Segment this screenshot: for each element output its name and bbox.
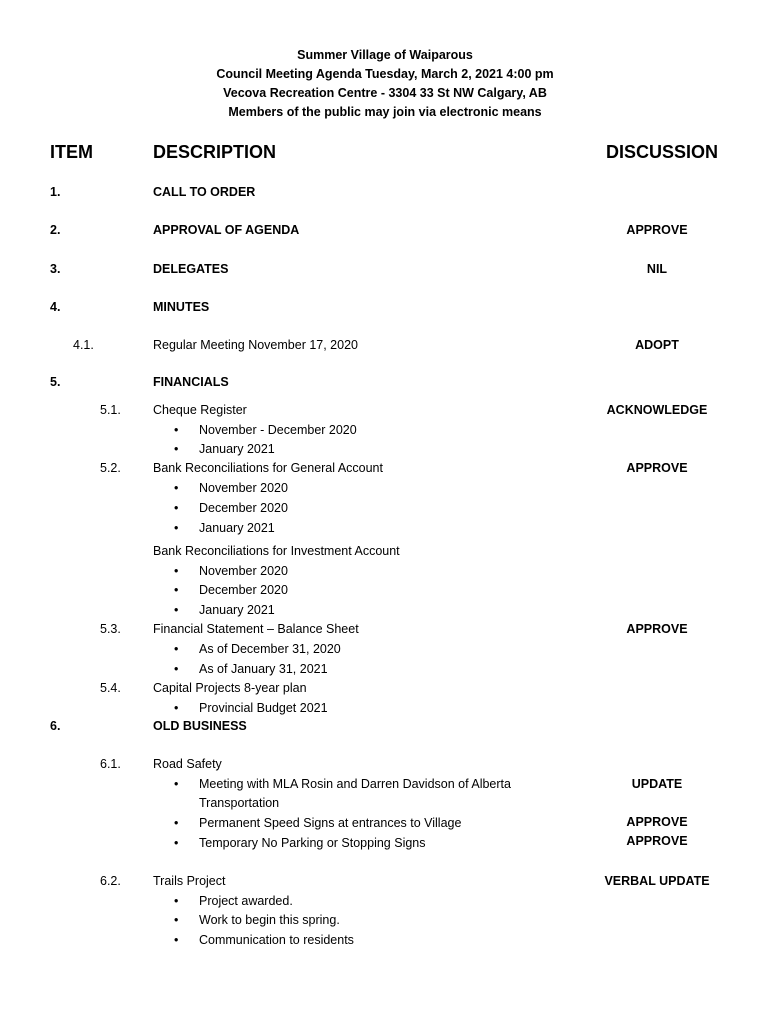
item-number: 5. bbox=[50, 375, 61, 389]
item-description: APPROVAL OF AGENDA bbox=[153, 223, 300, 237]
item-action: APPROVE bbox=[626, 834, 688, 848]
subitem-description: Trails Project bbox=[153, 874, 226, 888]
item-number: 4. bbox=[50, 300, 61, 314]
bullet-text: November 2020 bbox=[199, 564, 288, 578]
item-action: NIL bbox=[646, 262, 668, 276]
header-public-note: Members of the public may join via electronic means bbox=[228, 105, 542, 119]
item-action: UPDATE bbox=[631, 777, 683, 791]
subitem-description: Cheque Register bbox=[153, 403, 247, 417]
header-meeting-info: Council Meeting Agenda Tuesday, March 2, 2021 4:00 pm bbox=[216, 67, 554, 81]
item-description: FINANCIALS bbox=[153, 375, 229, 389]
bullet-icon: • bbox=[174, 913, 179, 927]
column-heading-description: DESCRIPTION bbox=[153, 142, 277, 162]
item-description: DELEGATES bbox=[153, 262, 229, 276]
item-action: APPROVE bbox=[626, 461, 688, 475]
bullet-text: As of December 31, 2020 bbox=[199, 642, 341, 656]
subitem-number: 5.1. bbox=[100, 403, 121, 417]
bullet-text-continuation: Transportation bbox=[199, 796, 280, 810]
bullet-icon: • bbox=[174, 564, 179, 578]
subitem-number: 5.3. bbox=[100, 622, 121, 636]
subitem-description: Bank Reconciliations for General Account bbox=[153, 461, 383, 475]
item-number: 1. bbox=[50, 185, 61, 199]
header-title: Summer Village of Waiparous bbox=[297, 48, 473, 62]
item-action: ADOPT bbox=[635, 338, 679, 352]
bullet-icon: • bbox=[174, 933, 179, 947]
bullet-text: Permanent Speed Signs at entrances to Village bbox=[199, 816, 462, 830]
subitem-number: 5.2. bbox=[100, 461, 121, 475]
item-action: VERBAL UPDATE bbox=[604, 874, 710, 888]
subitem-description: Capital Projects 8-year plan bbox=[153, 681, 307, 695]
bullet-icon: • bbox=[174, 442, 179, 456]
bullet-text: As of January 31, 2021 bbox=[199, 662, 328, 676]
bullet-icon: • bbox=[174, 521, 179, 535]
bullet-icon: • bbox=[174, 701, 179, 715]
bullet-text: November 2020 bbox=[199, 481, 288, 495]
bullet-text: November - December 2020 bbox=[199, 423, 357, 437]
bullet-icon: • bbox=[174, 423, 179, 437]
subitem-number: 6.1. bbox=[100, 757, 121, 771]
bullet-text: December 2020 bbox=[199, 583, 288, 597]
subitem-description: Financial Statement – Balance Sheet bbox=[153, 622, 359, 636]
subitem-description: Bank Reconciliations for Investment Account bbox=[153, 544, 400, 558]
bullet-icon: • bbox=[174, 777, 179, 791]
item-number: 2. bbox=[50, 223, 61, 237]
bullet-text: January 2021 bbox=[199, 521, 275, 535]
item-action: APPROVE bbox=[626, 223, 688, 237]
bullet-icon: • bbox=[174, 642, 179, 656]
bullet-icon: • bbox=[174, 894, 179, 908]
item-action: APPROVE bbox=[626, 815, 688, 829]
bullet-text: January 2021 bbox=[199, 442, 275, 456]
subitem-number: 5.4. bbox=[100, 681, 121, 695]
bullet-icon: • bbox=[174, 662, 179, 676]
item-description: CALL TO ORDER bbox=[153, 185, 256, 199]
bullet-icon: • bbox=[174, 501, 179, 515]
bullet-icon: • bbox=[174, 603, 179, 617]
header-location: Vecova Recreation Centre - 3304 33 St NW Calgary, AB bbox=[223, 86, 547, 100]
subitem-description: Regular Meeting November 17, 2020 bbox=[153, 338, 358, 352]
bullet-icon: • bbox=[174, 836, 179, 850]
item-action: ACKNOWLEDGE bbox=[606, 403, 708, 417]
subitem-number: 4.1. bbox=[73, 338, 94, 352]
bullet-text: January 2021 bbox=[199, 603, 275, 617]
bullet-text: Work to begin this spring. bbox=[199, 913, 340, 927]
bullet-text: Communication to residents bbox=[199, 933, 354, 947]
bullet-text: December 2020 bbox=[199, 501, 288, 515]
item-number: 3. bbox=[50, 262, 61, 276]
bullet-text: Provincial Budget 2021 bbox=[199, 701, 328, 715]
item-action: APPROVE bbox=[626, 622, 688, 636]
bullet-text: Meeting with MLA Rosin and Darren Davidson of Alberta bbox=[199, 777, 511, 791]
bullet-icon: • bbox=[174, 583, 179, 597]
bullet-text: Temporary No Parking or Stopping Signs bbox=[199, 836, 426, 850]
item-description: MINUTES bbox=[153, 300, 210, 314]
column-heading-discussion: DISCUSSION bbox=[606, 142, 719, 162]
item-description: OLD BUSINESS bbox=[153, 719, 247, 733]
column-heading-item: ITEM bbox=[50, 142, 93, 162]
subitem-description: Road Safety bbox=[153, 757, 222, 771]
subitem-number: 6.2. bbox=[100, 874, 121, 888]
bullet-icon: • bbox=[174, 481, 179, 495]
bullet-text: Project awarded. bbox=[199, 894, 293, 908]
bullet-icon: • bbox=[174, 816, 179, 830]
item-number: 6. bbox=[50, 719, 61, 733]
